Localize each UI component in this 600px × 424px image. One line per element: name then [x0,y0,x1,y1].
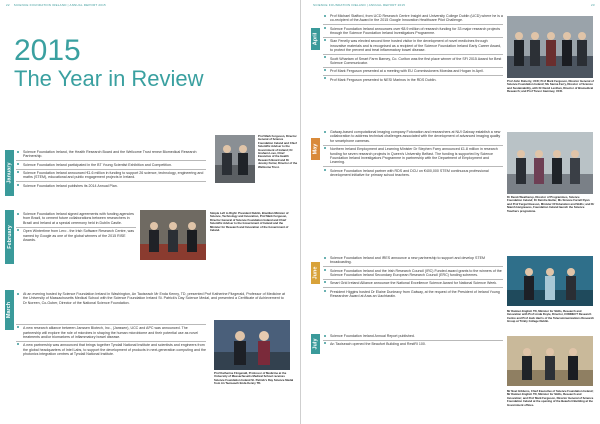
june-photo-image [507,256,593,306]
march-photo [214,320,290,370]
june-photo-caption: Mr Damien English TD, Minister for Skills, Research and Innovation with Prof Linda Doyle, Director, CONNECT Research Centre and Prof Jack Harris of the Telecommunications Research Group at Trinity College Dublin. [507,309,594,324]
march-block [16,292,286,307]
january-block [16,150,206,190]
january-item-2: Science Foundation Ireland participated in the BT Young Scientist Exhibition and Competition. [16,160,206,167]
january-photo-caption: Prof Mark Ferguson, Director General of Science Foundation Ireland and Chief Scientific Adviser to the Government of Ireland; Dr Graham Love, Chief Executive of the Health Research Board and Dr Jeremy Farrar, Director of the Wellcome Trust. [258,134,298,169]
month-tab-july: July [311,334,320,354]
july-photo-image [507,336,593,386]
may-photo-caption: Dr Derek Weatherup, Director of Programmes, Science Foundation Ireland; Dr Deirdre Butler, Ms Simone Farrell Ryan and Prof Fergal Gleeson, Minister Of Education and Skills; and Dr Niamh Hargreaves, Foundation Ireland launch the Science Teachers programme. [507,195,595,213]
month-tab-june: June [311,262,320,284]
title-subtitle: The Year in Review [14,66,204,91]
march-item-1: At an evening hosted by Science Foundation Ireland in Washington, An Taoiseach Mr Enda Kenny, TD, presented Prof Katherine Fitzgerald, Professor of Medicine at the University of Massachusetts Medical School with the Science Foundation Ireland St. Patrick's Day Science Medal, and presented a Certificate of Achievement to Dr Noreen, Co-Guber, Director of the National Science Foundation. [16,292,286,305]
april-item-3: Sian Fenelly was elected second time hosted visitor in the development of novel medicines through innovative materials and is recognised as a recipient of the Science Foundation Ireland Early Career Award, to protect the prevent and treat inflammatory bowel disease. [323,37,503,53]
march-item-2: A new research alliance between Janssen Biotech, Inc., (Janssen), UCC and APC was announced. The partnership will explore the role of microbes in shaping the human microbiome and their potential use as novel treatments and/or biomarkers of inflammatory bowel disease. [16,324,206,340]
may-item-2: Northern Ireland Employment and Learning Minister Dr Stephen Farry announced £1.8 million in research funding for seven research projects in Queen's University Belfast. The funding is supported by Science Foundation Ireland Investigators Programme in partnership with the Department of Employment and Learning. [323,145,503,165]
march-block-2 [16,324,206,358]
april-item-1: Prof Michael Stafford, from UCD Research Centre Insight and University College Dublin (UCD) where he is a co-recipient of the Award in the 2015 Google Innovation Healthcare Pilot Challenge. [323,14,503,23]
july-block [323,334,503,348]
march-item-3: A new partnership was announced that brings together Tyndall National Institute and scientists and engineers from the global headquarters of Intel Labs, to support the development of products in next-generation computing and the photonics integration centres at Tyndall National Institute. [16,341,206,357]
june-item-1: Science Foundation Ireland and IRES announce a new partnership to support and develop STEM broadcasting. [323,256,503,265]
left-page-number: 22 [6,3,10,7]
right-page-number: 23 [591,3,595,7]
march-photo-caption: Prof Katherine Fitzgerald, Professor of Medicine at the University of Massachusetts Medical School receives Science Foundation Ireland St. Patrick's Day Science Medal from An Taoiseach Enda Kenny TD. [214,371,294,386]
january-item-1: Science Foundation Ireland, the Health Research Board and the Wellcome Trust renew Biomedical Research Partnership. [16,150,206,159]
right-running-head-text: SCIENCE FOUNDATION IRELAND | ANNUAL REPORT 2015 [313,3,406,7]
july-photo-caption: Mr Noel Gibbons, Chief Executive of Science Foundation Ireland; Mr Damien English TD, Minister for Skills, Research and Innovation; and Prof Mark Ferguson, Director General of Science Foundation Ireland at the opening of the Beaufort Building at the Government offices. [507,389,594,407]
may-item-1: Galway-based computational imaging company Fotonation and researchers at NUI Galway establish a new collaboration to address technical challenges associated with the development of advanced imaging quality for smartphone cameras. [323,130,503,143]
march-photo-image [214,320,290,370]
july-item-1: Science Foundation Ireland Annual Report published. [323,334,503,338]
april-photo [507,16,593,78]
april-item-2: Science Foundation Ireland announces over €8.9 million of research funding for 33 major research projects through the Science Foundation Ireland Investigators Programme. [323,24,503,35]
january-photo-image [215,135,255,183]
april-item-6: Prof Mark Ferguson presented to NESI Marinos in the RDS Dublin. [323,75,503,82]
february-item-2: Open Wintertime from Lero - the Irish Software Research Centre, was named by Google as one of the global winners of the 2015 RISE Awards. [16,227,136,243]
right-page [300,0,600,424]
april-photo-caption: Prof John Doherty, UCD; Prof Mark Ferguson, Director General of Science Foundation Ireland; Ms Sanna Ferry, Director of Science and Sustainability, with Dr David Lenihan, Director of Biomedical Research; and Prof Trevor Gammey, UCD. [507,79,594,94]
month-tab-march: March [5,290,14,330]
july-photo [507,336,593,386]
april-photo-image [507,16,593,78]
may-block [323,130,503,179]
may-photo-image [507,132,593,194]
january-item-4: Science Foundation Ireland publishes its 2014 Annual Plan. [16,181,206,188]
june-item-2: Science Foundation Ireland and the Irish Research Council (IRC) Funded award grants to the winners of the Science Foundation Ireland Secondary European Research Council (ERC) funding schemes. [323,266,503,277]
month-tab-february: February [5,210,14,264]
may-item-3: Science Foundation Ireland partner with RDS and DCU on €400,000 STEM continuous professional development initiative for primary school teachers. [323,166,503,177]
february-photo-image [140,210,206,260]
june-photo [507,256,593,306]
month-tab-april: April [311,28,320,50]
july-item-2: An Taoiseach opened the Beaufort Building and RestRI 100. [323,340,503,347]
january-photo [215,135,255,183]
april-item-5: Prof Mark Ferguson presented at a meeting with EU Commissioners Moedas and Hogan in April. [323,67,503,74]
february-item-1: Science Foundation Ireland signed agreements with funding agencies from Brazil, to cement future collaborations between researchers in Brazil and Ireland at a special ceremony held in Dublin Castle. [16,212,136,225]
may-photo [507,132,593,194]
june-block [323,256,503,300]
february-photo [140,210,206,260]
april-item-4: Scott Whartam of Smart Farm Barney, Co. Curlton was the first place winner of the SFI 2015 Award for Best Science Communicator. [323,54,503,65]
left-running-head-text: SCIENCE FOUNDATION IRELAND | ANNUAL REPORT 2015 [13,3,106,7]
february-block [16,212,136,244]
right-running-head [313,3,595,7]
january-item-3: Science Foundation Ireland announced €1.6 million in funding to support 26 science, technology, engineering and maths (STEM), educational and public engagement projects in Ireland. [16,169,206,180]
month-tab-may: May [311,138,320,160]
title-year: 2015 [14,34,81,67]
june-item-3: Smart Grid Ireland Alliance announce the National Excellence Science Award for National Science Week. [323,279,503,286]
february-photo-caption: Simple Left to Right: President Dublin, Brazilian Minister of Science, Technology and Innovation, Prof Mark Ferguson, Director General of Science Foundation Ireland and Chief Scientific Adviser to the Government of Ireland and the Minister for Research and Innovation of the Government of Ireland. [210,211,289,233]
left-running-head [6,3,106,7]
april-block [323,14,503,84]
june-item-4: President Higgins hosted Dr Elaine Dunleavy from Galway, at the request of the President of Ireland Young Researcher Award at Aras an Uachtaráin. [323,287,503,298]
month-tab-january: January [5,150,14,196]
